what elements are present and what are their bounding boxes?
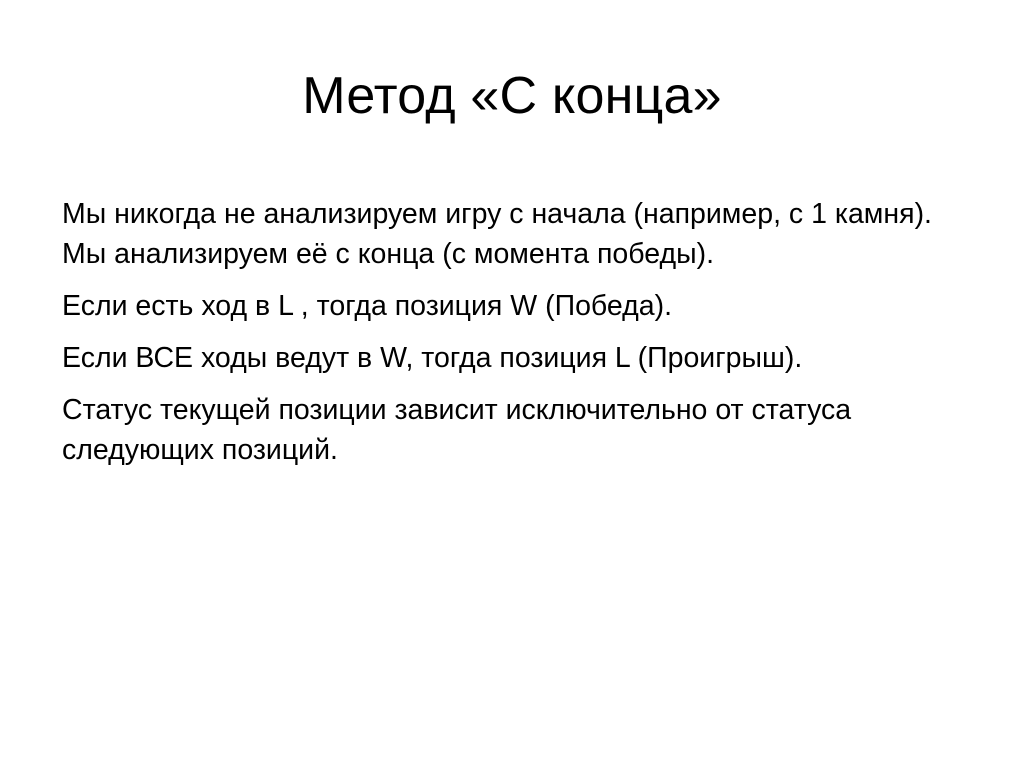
slide-title: Метод «С конца» [302, 67, 722, 125]
slide-body [62, 194, 962, 482]
paragraph: Если ВСЕ ходы ведут в W, тогда позиция L (Проигрыш). [62, 342, 803, 374]
paragraph: Мы никогда не анализируем игру с начала (например, с 1 камня). Мы анализируем её с конца (с момента победы). [62, 198, 932, 270]
paragraph: Если есть ход в L , тогда позиция W (Победа). [62, 290, 673, 322]
paragraph: Статус текущей позиции зависит исключительно от статуса следующих позиций. [62, 394, 852, 466]
